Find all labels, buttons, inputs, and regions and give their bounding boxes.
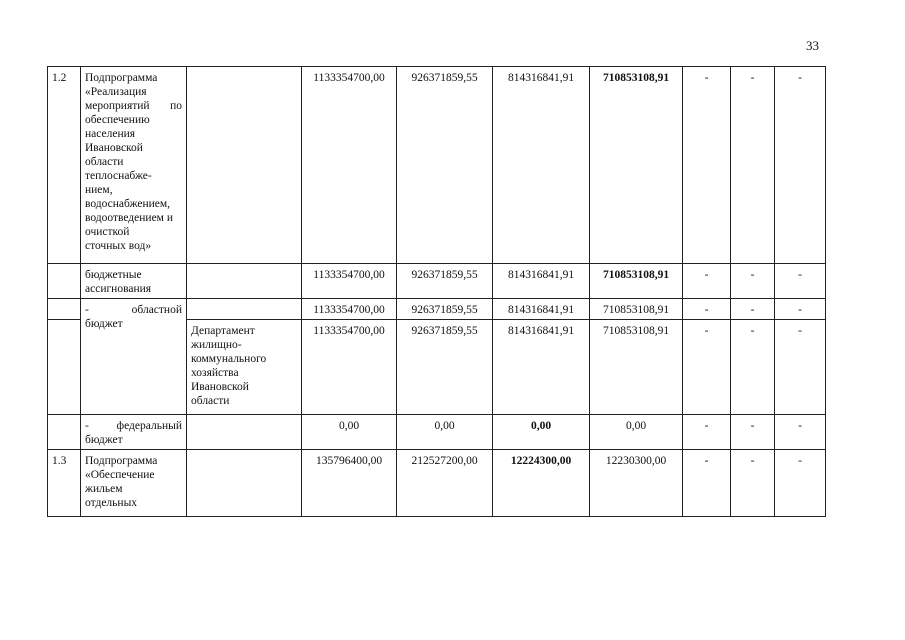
row-index: 1.2 — [48, 67, 81, 264]
dash-cell: - — [683, 67, 731, 264]
dash-cell: - — [775, 415, 826, 450]
value-cell: 710853108,91 — [590, 67, 683, 264]
table-row — [48, 67, 826, 264]
value-cell: 710853108,91 — [590, 299, 683, 320]
value-cell: 710853108,91 — [590, 264, 683, 299]
value-cell: 926371859,55 — [397, 67, 493, 264]
name-line: области — [85, 156, 124, 168]
dash-cell: - — [775, 264, 826, 299]
budget-source-cell — [81, 299, 187, 415]
dash-cell: - — [731, 320, 775, 415]
value-cell: 814316841,91 — [493, 320, 590, 415]
value-cell: 926371859,55 — [397, 320, 493, 415]
value-cell: 0,00 — [397, 415, 493, 450]
org-cell — [187, 299, 302, 320]
dash-cell: - — [775, 67, 826, 264]
name-line: нием, — [85, 184, 113, 196]
name-line: обеспечению — [85, 114, 150, 126]
org-cell — [187, 264, 302, 299]
value-cell: 814316841,91 — [493, 67, 590, 264]
name-line: Подпрограмма — [85, 72, 158, 84]
name-line: бюджетные — [85, 269, 142, 281]
dash-cell: - — [775, 299, 826, 320]
name-line: Подпрограмма — [85, 455, 158, 467]
org-cell — [187, 415, 302, 450]
value-cell: 1133354700,00 — [302, 67, 397, 264]
name-line: теплоснабже- — [85, 170, 152, 182]
name-line: отдельных — [85, 497, 138, 509]
value-cell: 0,00 — [590, 415, 683, 450]
program-name-cell — [81, 67, 187, 264]
row-index — [48, 415, 81, 450]
value-cell: 12230300,00 — [590, 450, 683, 517]
name-line: водоотведением и — [85, 212, 173, 224]
page-number: 33 — [806, 38, 819, 53]
value-cell: 135796400,00 — [302, 450, 397, 517]
program-name-cell — [81, 450, 187, 517]
org-line: Департамент — [191, 325, 255, 337]
dash-cell: - — [683, 450, 731, 517]
name-line: мероприятий по — [85, 100, 182, 112]
name-line: водоснабжением, — [85, 198, 171, 210]
name-line: - федеральный — [85, 420, 182, 432]
dash-cell: - — [683, 320, 731, 415]
dash-cell: - — [731, 415, 775, 450]
value-cell: 212527200,00 — [397, 450, 493, 517]
name-line: бюджет — [85, 318, 123, 330]
name-line: бюджет — [85, 434, 123, 446]
dash-cell: - — [731, 299, 775, 320]
value-cell: 814316841,91 — [493, 299, 590, 320]
dash-cell: - — [683, 299, 731, 320]
table-row — [48, 450, 826, 517]
dash-cell: - — [731, 264, 775, 299]
row-index — [48, 299, 81, 320]
value-cell: 926371859,55 — [397, 299, 493, 320]
table-row — [48, 299, 826, 320]
value-cell: 0,00 — [493, 415, 590, 450]
row-index: 1.3 — [48, 450, 81, 517]
name-line: населения — [85, 128, 136, 140]
org-cell — [187, 320, 302, 415]
value-cell: 1133354700,00 — [302, 264, 397, 299]
dash-cell: - — [683, 264, 731, 299]
dash-cell: - — [775, 450, 826, 517]
org-line: коммунального — [191, 353, 267, 365]
name-line: - областной — [85, 304, 182, 316]
value-cell: 0,00 — [302, 415, 397, 450]
budget-table — [47, 66, 826, 517]
name-line: ассигнования — [85, 283, 152, 295]
budget-source-cell — [81, 415, 187, 450]
row-index — [48, 320, 81, 415]
name-line: Ивановской — [85, 142, 143, 154]
org-line: хозяйства — [191, 367, 239, 379]
org-cell — [187, 67, 302, 264]
name-line: «Реализация — [85, 86, 147, 98]
table-row — [48, 264, 826, 299]
org-line: жилищно- — [191, 339, 242, 351]
org-line: Ивановской — [191, 381, 249, 393]
value-cell: 1133354700,00 — [302, 299, 397, 320]
dash-cell: - — [683, 415, 731, 450]
value-cell: 710853108,91 — [590, 320, 683, 415]
dash-cell: - — [775, 320, 826, 415]
name-line: жильем — [85, 483, 123, 495]
org-line: области — [191, 395, 230, 407]
row-index — [48, 264, 81, 299]
value-cell: 926371859,55 — [397, 264, 493, 299]
value-cell: 1133354700,00 — [302, 320, 397, 415]
name-line: сточных вод» — [85, 240, 152, 252]
name-line: «Обеспечение — [85, 469, 155, 481]
dash-cell: - — [731, 450, 775, 517]
dash-cell: - — [731, 67, 775, 264]
budget-type-cell — [81, 264, 187, 299]
name-line: очисткой — [85, 226, 130, 238]
table-row — [48, 415, 826, 450]
value-cell: 12224300,00 — [493, 450, 590, 517]
value-cell: 814316841,91 — [493, 264, 590, 299]
org-cell — [187, 450, 302, 517]
